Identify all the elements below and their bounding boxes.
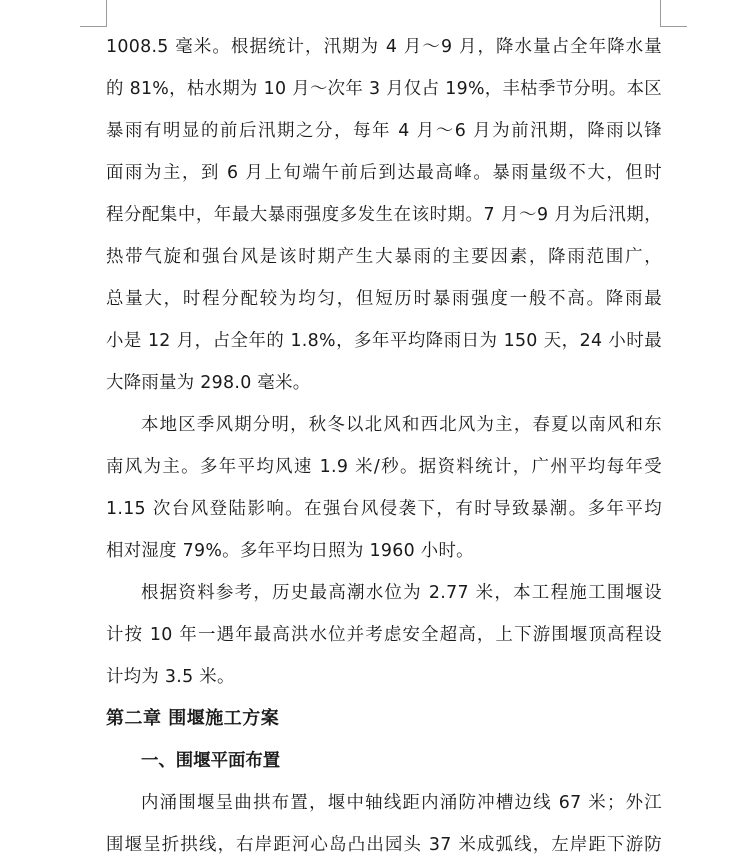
text-line: 内涌围堰呈曲拱布置，堰中轴线距内涌防冲槽边线 67 米；外江 [141, 793, 662, 813]
text-line: 1008.5 毫米。根据统计，汛期为 4 月～9 月，降水量占全年降水量 [106, 37, 662, 57]
text-line: 计均为 3.5 米。 [106, 667, 235, 687]
paragraph-cofferdam-layout [106, 782, 662, 866]
text-line: 程分配集中，年最大暴雨强度多发生在该时期。7 月～9 月为后汛期， [106, 205, 662, 225]
text-line: 南风为主。多年平均风速 1.9 米/秒。据资料统计，广州平均每年受 [106, 457, 662, 477]
text-line: 热带气旋和强台风是该时期产生大暴雨的主要因素，降雨范围广， [106, 247, 662, 267]
text-line: 计按 10 年一遇年最高洪水位并考虑安全超高，上下游围堰顶高程设 [106, 625, 662, 645]
text-line: 面雨为主，到 6 月上旬端午前后到达最高峰。暴雨量级不大，但时 [106, 163, 662, 183]
text-line: 围堰呈折拱线，右岸距河心岛凸出园头 37 米成弧线，左岸距下游防 [106, 835, 662, 855]
text-line: 的 81%，枯水期为 10 月～次年 3 月仅占 19%，丰枯季节分明。本区 [106, 79, 662, 99]
text-line: 暴雨有明显的前后汛期之分，每年 4 月～6 月为前汛期，降雨以锋 [106, 121, 662, 141]
text-line: 总量大，时程分配较为均匀，但短历时暴雨强度一般不高。降雨最 [106, 289, 662, 309]
text-line: 小是 12 月，占全年的 1.8%，多年平均降雨日为 150 天，24 小时最 [106, 331, 662, 351]
page-corner-mark-right [660, 0, 687, 27]
chapter-title: 第二章 围堰施工方案 [106, 708, 280, 729]
document-page-body [106, 26, 662, 866]
text-line: 1.15 次台风登陆影响。在强台风侵袭下，有时导致暴潮。多年平均 [106, 499, 662, 519]
paragraph-water-level [106, 572, 662, 698]
paragraph-monsoon [106, 404, 662, 572]
text-line: 大降雨量为 298.0 毫米。 [106, 373, 311, 393]
page-corner-mark-left [80, 0, 107, 27]
section-title: 一、围堰平面布置 [141, 751, 281, 771]
text-line: 本地区季风期分明，秋冬以北风和西北风为主，春夏以南风和东 [141, 415, 662, 435]
text-line: 根据资料参考，历史最高潮水位为 2.77 米，本工程施工围堰设 [141, 583, 662, 603]
paragraph-rainfall [106, 26, 662, 404]
text-line: 相对湿度 79%。多年平均日照为 1960 小时。 [106, 541, 474, 561]
